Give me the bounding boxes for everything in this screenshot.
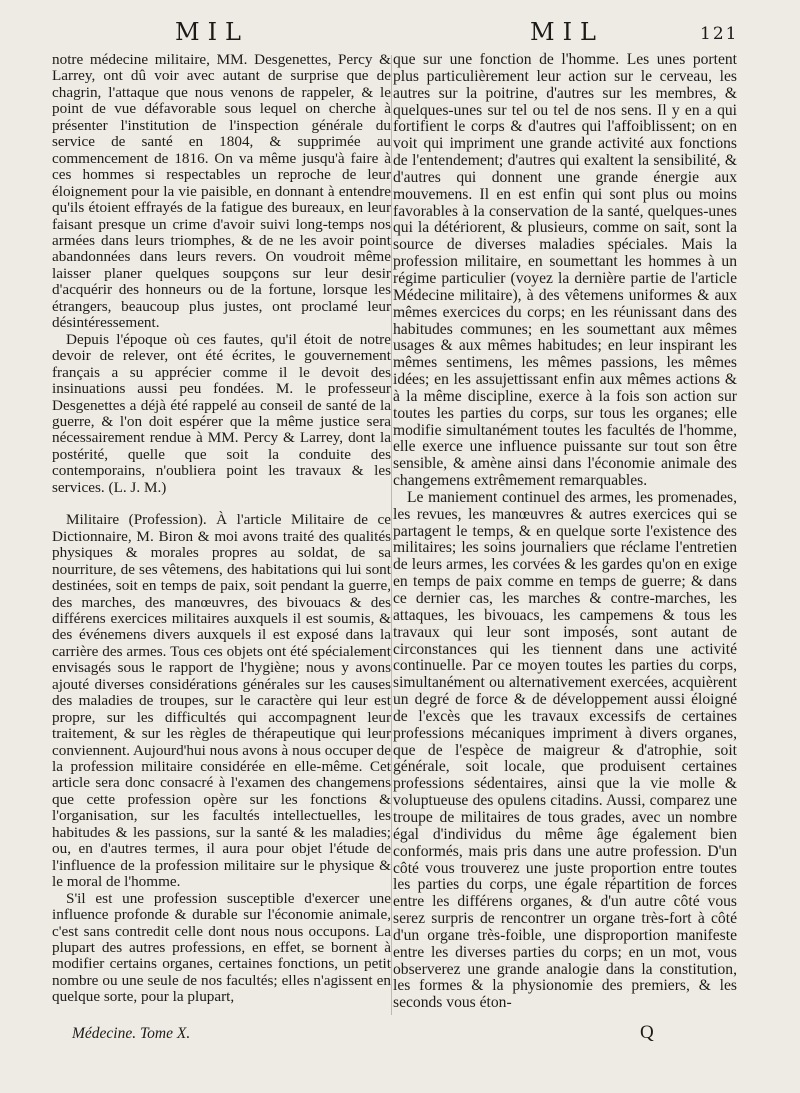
paragraph: notre médecine militaire, MM. Desgenettes, Percy & Larrey, ont dû voir avec autant de surprise que de chagrin, l'attaque que nous venons de rappeler, & le point de vue défavorable sous lequel on cherche à présenter l'institution de l'inspection générale du service de santé en 1804, & supprimée au commencement de 1816. On va même jusqu'à faire à ces hommes si respectables un reproche de leur éloignement pour la vie paisible, en donnant à entendre qu'ils étoient effrayés de la fatigue des bureaux, en leur faisant presque un crime d'avoir suivi long-temps nos armées dans leurs triomphes, & de ne les avoir point abandonnées dans leurs revers. On voudroit même laisser planer quelques soupçons sur leur desir d'acquérir des honneurs ou de la fortune, lorsque les étrangers, beaucoup plus justes, ont proclamé leur désintéressement.	[52, 51, 391, 332]
paragraph: que sur une fonction de l'homme. Les unes portent plus particulièrement leur action sur le cerveau, les autres sur la poitrine, d'autres sur les membres, & quelques-unes sur tel ou tel de nos sens. Il y en a qui fortifient le corps & d'autres qui l'affoiblissent; on en voit qui impriment une grande activité aux fonctions de l'entendement; d'autres qui exaltent la sensibilité, & d'autres qui donnent une grande énergie aux mouvemens. Il en est enfin qui sont plus ou moins favorables à la conservation de la santé, quelques-unes qui la détériorent, & plusieurs, comme on sait, sont la source de diverses maladies spéciales. Mais la profession militaire, en soumettant les hommes à un régime particulier (voyez la dernière partie de l'article Médecine militaire), à des vêtemens uniformes & aux mêmes exercices du corps; en les réunissant dans des habitudes communes; en les soumettant aux mêmes usages & aux mêmes habitudes; en leur inspirant les mêmes sentimens, les mêmes passions, les mêmes idées; en les assujettissant enfin aux mêmes actions & à la même discipline, exerce à la fois son action sur toutes les parties du corps, sur tous les organes; elle modifie simultanément toutes les facultés de l'homme, elle exerce une influence puissante sur tout son être sensible, & amène ainsi dans l'économie animale des changemens extrêmement remarquables.	[393, 51, 737, 490]
page-number: 121	[700, 24, 739, 44]
paragraph: Le maniement continuel des armes, les promenades, les revues, les manœuvres & autres exercices qui se partagent le temps, & en quelque sorte l'existence des militaires; les soins journaliers que réclame l'entretien de leurs armes, les corvées & les gardes qu'on en exige en temps de paix comme en temps de guerre; & dans ce dernier cas, les marches & contre-marches, les attaques, les bivouacs, les campemens & tous les travaux qui leur sont imposés, sont autant de circonstances qui les tiennent dans une activité continuelle. Par ce moyen toutes les parties du corps, simultanément ou alternativement exercées, acquièrent un degré de force & de développement aussi éloigné de l'excès que les travaux excessifs de certaines professions mécaniques impriment à divers organes, que de l'espèce de maigreur & d'atrophie, soit générale, soit locale, que produisent certaines professions sédentaires, ainsi que la vie molle & voluptueuse des opulens citadins. Aussi, comparez une troupe de militaires de tous grades, avec un nombre égal d'individus du même âge également bien conformés, mais pris dans une autre profession. D'un côté vous trouverez une juste proportion entre toutes les parties du corps, une égale répartition de forces entre les différens organes, & d'un autre côté vous serez surpris de rencontrer un organe très-fort à côté d'un organe très-foible, une disproportion manifeste entre les diverses parties du corps; en un mot, vous observerez une grande analogie dans la constitution, les formes & la physionomie des premiers, & les seconds vous éton-	[393, 488, 737, 1012]
paragraph: S'il est une profession susceptible d'exercer une influence profonde & durable sur l'économie animale, c'est sans contredit celle dont nous nous occupons. La plupart des autres professions, en effet, se bornent à modifier certains organes, certaines fonctions, un petit nombre ou une seule de nos facultés; elles n'agissent en quelque sorte, pour la plupart,	[52, 889, 391, 1006]
article-entry-militaire: Militaire (Profession). À l'article Militaire de ce Dictionnaire, M. Biron & moi avons traité des qualités physiques & morales propres au soldat, de sa nourriture, de ses vêtemens, des habitations qui lui sont destinées, soit en temps de paix, soit pendant la guerre, des marches, des manœuvres, des bivouacs & des différens exercices militaires auxquels il est soumis, & des événemens divers auxquels il est exposé dans la carrière des armes. Tous ces objets ont été spécialement envisagés sous le rapport de l'hygiène; nous y avons ajouté diverses considérations générales sur les causes des maladies de troupes, sur le caractère qui leur est propre, sur les difficultés qui accompagnent leur traitement, & sur les règles de thérapeutique qui leur conviennent. Aujourd'hui nous avons à nous occuper de la profession militaire considérée en elle-même. Cet article sera donc consacré à l'examen des changemens que cette profession opère sur les fonctions & l'organisation, sur les facultés intellectuelles, les habitudes & les passions, sur la santé & les maladies; ou, en d'autres termes, il aura pour objet l'étude de l'influence de la profession militaire sur le physique & le moral de l'homme.	[52, 511, 391, 891]
right-column	[393, 52, 737, 1012]
signature-line: Médecine. Tome X.	[72, 1025, 191, 1042]
paragraph: Depuis l'époque où ces fautes, qu'il étoit de notre devoir de relever, ont été écrites, le gouvernement français a su apprécier comme il le devoit des insinuations aussi peu fondées. M. le professeur Desgenettes a déjà été rappelé au conseil de santé de la guerre, & l'on doit espérer que la même justice sera nécessairement rendue à MM. Percy & Larrey, dont la postérité, quelle que soit la conduite des contemporains, n'oubliera point les travaux & les services. (L. J. M.)	[52, 330, 391, 496]
running-header	[0, 18, 800, 52]
left-column	[52, 52, 391, 1006]
header-left-title: MIL	[175, 18, 249, 46]
column-divider	[391, 55, 392, 1015]
quire-mark: Q	[640, 1022, 654, 1043]
header-right-title: MIL	[530, 18, 604, 46]
